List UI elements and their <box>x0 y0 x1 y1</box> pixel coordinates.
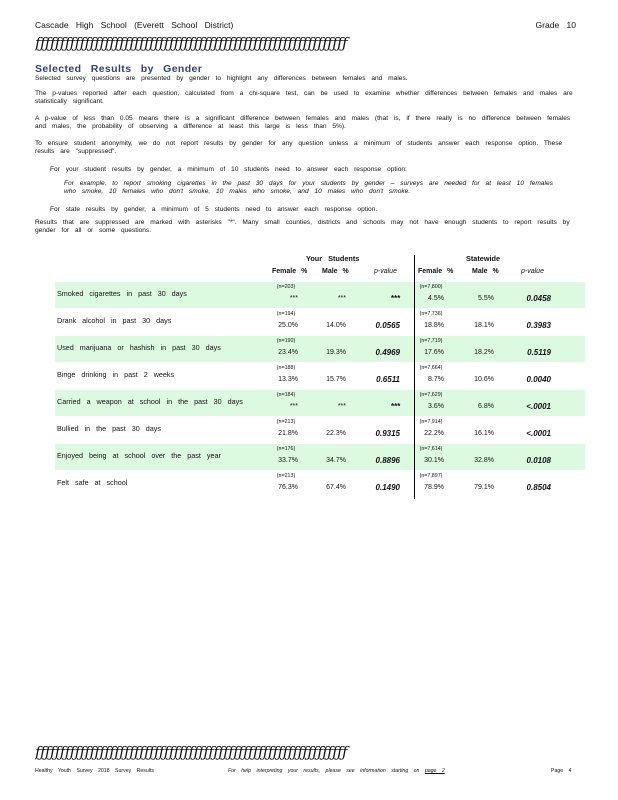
col-header-state-female: Female % <box>418 268 454 275</box>
question-label: Enjoyed being at school over the past year <box>57 451 221 460</box>
intro-paragraph-8: Results that are suppressed are marked with asterisks "*". Many small counties, districts and schools may not have enough students to report results by gender for all or some questions. <box>35 219 570 234</box>
your-female-pct: 21.8% <box>278 430 298 437</box>
state-male-pct: 18.2% <box>474 349 494 356</box>
your-female-pct: 76.3% <box>278 484 298 491</box>
section-title: Selected Results by Gender <box>35 63 203 75</box>
state-male-pct: 18.1% <box>474 322 494 329</box>
state-female-pct: 4.5% <box>428 295 444 302</box>
your-sample-size: (n=213) <box>276 473 296 479</box>
footer-survey-title: Healthy Youth Survey 2018 Survey Results <box>35 768 154 774</box>
your-sample-size: (n=188) <box>276 365 296 371</box>
state-female-pct: 8.7% <box>428 376 444 383</box>
state-sample-size: (n=7,629) <box>419 392 443 398</box>
state-female-pct: 18.8% <box>424 322 444 329</box>
your-sample-size: (n=176) <box>276 446 296 452</box>
your-sample-size: (n=203) <box>276 284 296 290</box>
state-sample-size: (n=7,914) <box>419 419 443 425</box>
state-male-pct: 5.5% <box>478 295 494 302</box>
decorative-divider-bottom: ƒƒƒƒƒƒƒƒƒƒƒƒƒƒƒƒƒƒƒƒƒƒƒƒƒƒƒƒƒƒƒƒƒƒƒƒƒƒƒƒƒƒƒƒƒƒƒƒƒƒƒƒƒƒƒƒƒƒƒƒƒƒƒ <box>35 743 347 761</box>
table-column-divider <box>414 255 415 499</box>
your-male-pct: 15.7% <box>326 376 346 383</box>
state-sample-size: (n=7,664) <box>419 365 443 371</box>
state-sample-size: (n=7,897) <box>419 473 443 479</box>
col-header-your-male: Male % <box>322 268 349 275</box>
your-pvalue: 0.4969 <box>375 348 400 357</box>
intro-paragraph-7: For state results by gender, a minimum of 5 students need to answer each response option. <box>50 206 378 213</box>
your-pvalue: 0.6511 <box>376 375 400 384</box>
state-pvalue: <.0001 <box>526 402 551 411</box>
state-female-pct: 22.2% <box>424 430 444 437</box>
intro-paragraph-3: A p-value of less than 0.05 means there is a significant difference between females and males (that is, if there really is no difference between females and males, the probability of observing a difference at least this large is less than 5%). <box>35 115 571 130</box>
your-pvalue: *** <box>390 402 400 411</box>
your-female-pct: 23.4% <box>278 349 298 356</box>
state-female-pct: 78.9% <box>424 484 444 491</box>
your-female-pct: 13.3% <box>278 376 298 383</box>
your-female-pct: 25.0% <box>278 322 298 329</box>
intro-paragraph-2: The p-values reported after each question, calculated from a chi-square test, can be used to examine whether differences between females and males are statistically significant. <box>35 90 573 105</box>
your-male-pct: 34.7% <box>326 457 346 464</box>
state-male-pct: 16.1% <box>474 430 494 437</box>
your-male-pct: *** <box>337 295 346 302</box>
question-label: Bullied in the past 30 days <box>57 424 161 433</box>
state-sample-size: (n=7,800) <box>419 284 443 290</box>
your-pvalue: 0.8896 <box>375 456 400 465</box>
state-sample-size: (n=7,736) <box>419 311 443 317</box>
footer-page-number: Page 4 <box>551 768 572 774</box>
your-pvalue: 0.9315 <box>375 429 400 438</box>
group-header-statewide: Statewide <box>466 254 501 263</box>
state-pvalue: 0.0108 <box>526 456 551 465</box>
footer-help-text <box>228 768 445 774</box>
intro-paragraph-5: For your student results by gender, a minimum of 10 students need to answer each response option: <box>50 166 407 173</box>
your-sample-size: (n=184) <box>276 392 296 398</box>
state-male-pct: 79.1% <box>474 484 494 491</box>
school-header: Cascade High School (Everett School District) <box>35 20 234 30</box>
your-sample-size: (n=194) <box>276 311 296 317</box>
footer-page-link[interactable]: page 2 <box>424 768 445 774</box>
col-header-your-female: Female % <box>272 268 308 275</box>
grade-label: Grade 10 <box>535 20 576 30</box>
your-female-pct: 33.7% <box>278 457 298 464</box>
state-sample-size: (n=7,614) <box>419 446 443 452</box>
footer-help-prefix: For help interpreting your results, please see information starting on <box>228 768 420 774</box>
state-female-pct: 17.6% <box>424 349 444 356</box>
your-female-pct: *** <box>289 403 298 410</box>
col-header-your-pvalue: p-value <box>374 268 397 275</box>
state-pvalue: <.0001 <box>526 429 551 438</box>
group-header-your-students: Your Students <box>306 254 360 263</box>
your-sample-size: (n=213) <box>276 419 296 425</box>
state-pvalue: 0.3983 <box>526 321 551 330</box>
your-sample-size: (n=190) <box>276 338 296 344</box>
question-label: Carried a weapon at school in the past 30 days <box>57 397 243 406</box>
your-male-pct: *** <box>337 403 346 410</box>
your-male-pct: 22.3% <box>326 430 346 437</box>
state-male-pct: 6.8% <box>478 403 494 410</box>
state-sample-size: (n=7,719) <box>419 338 443 344</box>
state-female-pct: 30.1% <box>424 457 444 464</box>
question-label: Smoked cigarettes in past 30 days <box>57 289 187 298</box>
your-male-pct: 67.4% <box>326 484 346 491</box>
state-pvalue: 0.0458 <box>526 294 551 303</box>
question-label: Drank alcohol in past 30 days <box>57 316 172 325</box>
state-male-pct: 32.8% <box>474 457 494 464</box>
intro-example: For example, to report smoking cigarettes in the past 30 days for your students by gender – surveys are needed for at least 10 females who smoke, 10 females who don't smoke, 10 males who smoke, and 10 males who don't smoke. <box>64 180 553 195</box>
your-pvalue: 0.0565 <box>375 321 400 330</box>
question-label: Used marijuana or hashish in past 30 days <box>57 343 221 352</box>
your-female-pct: *** <box>289 295 298 302</box>
state-female-pct: 3.6% <box>428 403 444 410</box>
question-label: Felt safe at school <box>57 478 128 487</box>
col-header-state-pvalue: p-value <box>521 268 544 275</box>
your-pvalue: *** <box>390 294 400 303</box>
state-pvalue: 0.0040 <box>526 375 551 384</box>
col-header-state-male: Male % <box>472 268 499 275</box>
your-pvalue: 0.1490 <box>375 483 400 492</box>
intro-paragraph-4: To ensure student anonymity, we do not report results by gender for any question unless a minimum of students answer each response option. These results are "suppressed". <box>35 140 563 155</box>
state-male-pct: 10.6% <box>474 376 494 383</box>
decorative-divider-top: ƒƒƒƒƒƒƒƒƒƒƒƒƒƒƒƒƒƒƒƒƒƒƒƒƒƒƒƒƒƒƒƒƒƒƒƒƒƒƒƒƒƒƒƒƒƒƒƒƒƒƒƒƒƒƒƒƒƒƒƒƒƒƒ <box>35 34 347 52</box>
your-male-pct: 19.3% <box>326 349 346 356</box>
state-pvalue: 0.5119 <box>527 348 551 357</box>
your-male-pct: 14.0% <box>326 322 346 329</box>
state-pvalue: 0.8504 <box>526 483 551 492</box>
question-label: Binge drinking in past 2 weeks <box>57 370 175 379</box>
intro-paragraph-1: Selected survey questions are presented by gender to highlight any differences between females and males. <box>35 75 408 82</box>
